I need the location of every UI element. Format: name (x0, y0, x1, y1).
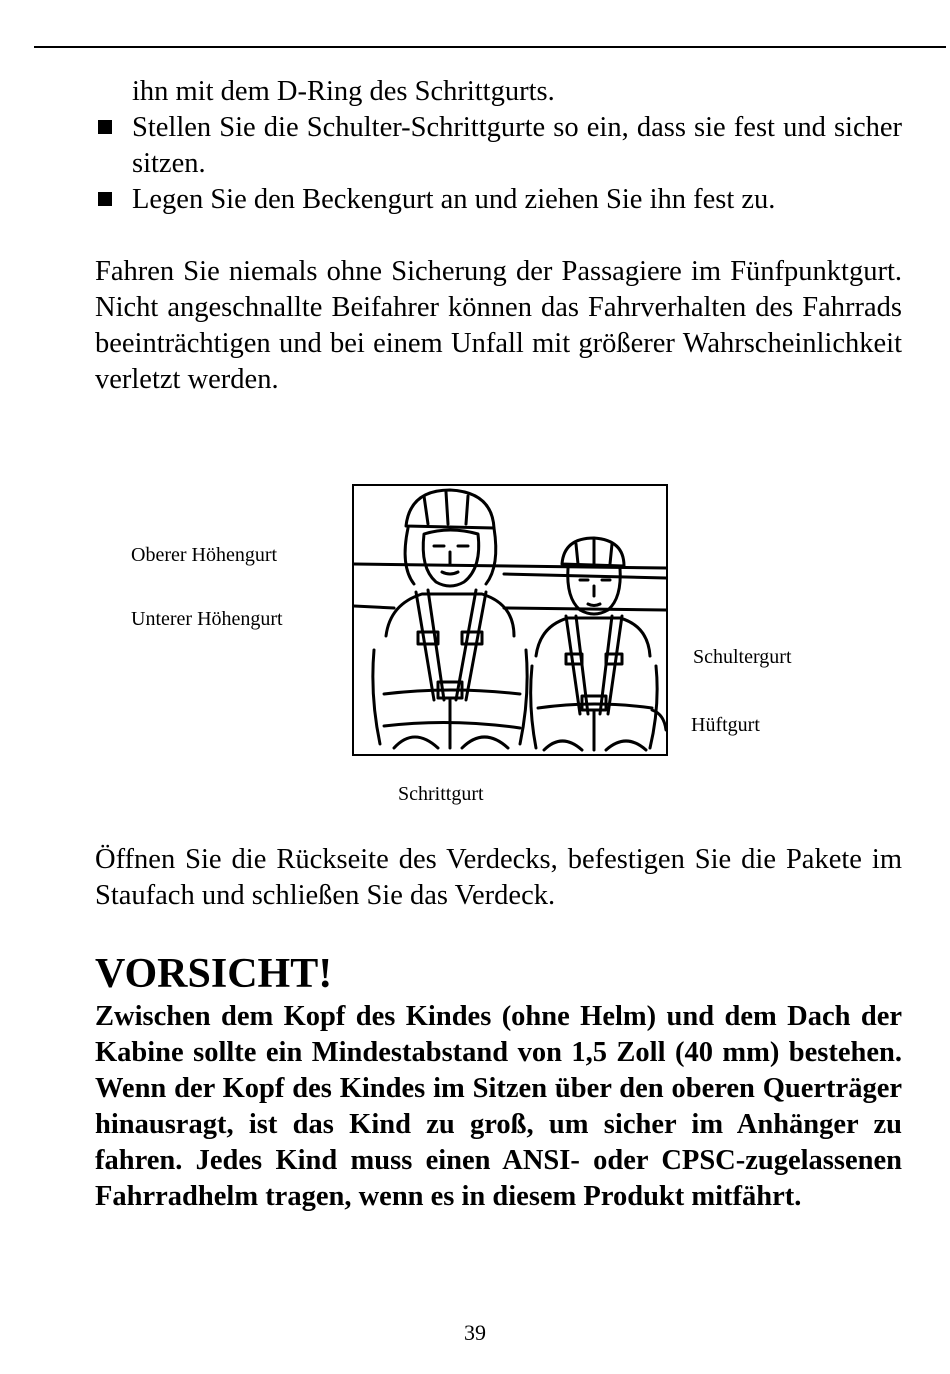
label-hip-strap: Hüftgurt (691, 714, 760, 736)
label-upper-height-strap: Oberer Höhengurt (131, 544, 278, 566)
page-number: 39 (464, 1320, 486, 1345)
label-shoulder-strap: Schultergurt (693, 646, 792, 668)
square-bullet-icon (98, 120, 112, 134)
canopy-paragraph: Öffnen Sie die Rückseite des Verdecks, befestigen Sie die Pakete im Staufach und schließen Sie das Verdeck. (95, 844, 902, 911)
warning-heading: VORSICHT! (95, 951, 333, 997)
children-harness-drawing (354, 486, 666, 754)
harness-illustration (352, 484, 668, 756)
list-item-text: Stellen Sie die Schulter-Schrittgurte so ein, dass sie fest und sicher sitzen. (132, 112, 902, 179)
label-lower-height-strap: Unterer Höhengurt (131, 608, 283, 630)
list-item-text: Legen Sie den Beckengurt an und ziehen Sie ihn fest zu. (132, 184, 776, 215)
label-crotch-strap: Schrittgurt (398, 783, 484, 805)
safety-paragraph: Fahren Sie niemals ohne Sicherung der Passagiere im Fünfpunktgurt. Nicht angeschnallte Beifahrer können das Fahrverhalten des Fahrrads beeinträchtigen und bei einem Unfall mit größerer Wahrscheinlichkeit verletzt werden. (95, 256, 902, 395)
header-rule (34, 46, 946, 48)
warning-text: Zwischen dem Kopf des Kindes (ohne Helm) und dem Dach der Kabine sollte ein Mindestabstand von 1,5 Zoll (40 mm) bestehen. Wenn der Kopf des Kindes im Sitzen über den oberen Querträger hinausragt, ist das Kind zu groß, um sicher im Anhänger zu fahren. Jedes Kind muss einen ANSI- oder CPSC-zugelassenen Fahrradhelm tragen, wenn es in diesem Produkt mitfährt. (95, 1001, 902, 1212)
continuation-line: ihn mit dem D-Ring des Schrittgurts. (132, 76, 555, 107)
square-bullet-icon (98, 192, 112, 206)
